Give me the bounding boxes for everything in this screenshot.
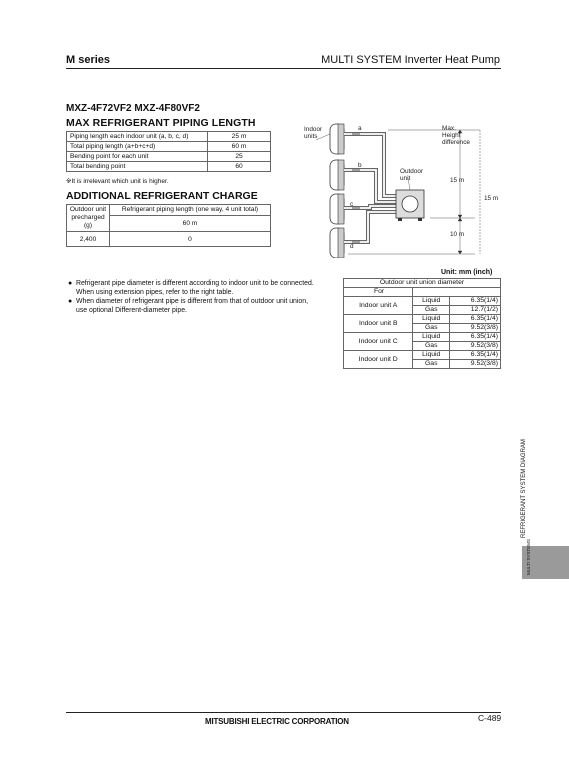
row-label: Total bending point (67, 162, 208, 172)
indoor-units-label: units (304, 133, 318, 140)
refrigerant-pipes (344, 134, 396, 242)
table-header: Outdoor unit union diameter (344, 279, 501, 288)
precharged-value: 2,400 (67, 232, 110, 247)
liquid-label: Liquid (413, 315, 450, 324)
header-rule (66, 68, 501, 69)
table-row (67, 232, 271, 247)
outdoor-unit (396, 190, 424, 221)
liquid-label: Liquid (413, 351, 450, 360)
gas-label: Gas (413, 360, 450, 369)
pipe-label-a: a (358, 125, 362, 132)
table-row (67, 142, 271, 152)
unit-label: Unit: mm (inch) (441, 269, 493, 276)
list-item: ● Refrigerant pipe diameter is different according to indoor unit to be connected. When using extension pipes, refer to the right table. (68, 279, 318, 297)
series-label: M series (66, 54, 111, 66)
gas-value: 9.52(3/8) (450, 324, 501, 333)
precharged-header: Outdoor unit precharged (g) (67, 205, 110, 232)
indoor-units-label: Indoor (304, 126, 323, 133)
pipe-label-b: b (358, 162, 362, 169)
table-row (344, 351, 501, 360)
length-value: 60 m (110, 215, 271, 231)
unit-name: Indoor unit D (344, 351, 413, 369)
footer-rule (66, 712, 501, 713)
unit-name: Indoor unit C (344, 333, 413, 351)
pipe-label-d: d (350, 243, 354, 250)
additional-charge-value: 0 (110, 232, 271, 247)
indoor-unit-d (330, 228, 344, 258)
max-height-label: Height (442, 132, 461, 139)
table-row (67, 152, 271, 162)
charge-heading: ADDITIONAL REFRIGERANT CHARGE (66, 190, 258, 202)
length-header: Refrigerant piping length (one way, 4 unit total) (110, 205, 271, 216)
model-names: MXZ-4F72VF2 MXZ-4F80VF2 (66, 103, 200, 114)
table-row (67, 132, 271, 142)
notes-list (68, 279, 318, 315)
corporation-name: MITSUBISHI ELECTRIC CORPORATION (205, 717, 349, 726)
piping-diagram (300, 118, 505, 258)
piping-note: ※It is irrelevant which unit is higher. (66, 178, 169, 185)
unit-name: Indoor unit B (344, 315, 413, 333)
liquid-value: 6.35(1/4) (450, 297, 501, 306)
list-item: ● When diameter of refrigerant pipe is different from that of outdoor unit union, use optional Different-diameter pipe. (68, 297, 318, 315)
table-header: For (344, 288, 413, 297)
indoor-unit-b (330, 160, 344, 190)
pipe-label-c: c (350, 201, 354, 208)
liquid-value: 6.35(1/4) (450, 351, 501, 360)
piping-table (66, 131, 271, 172)
piping-heading: MAX REFRIGERANT PIPING LENGTH (66, 117, 256, 129)
table-row (67, 205, 271, 216)
liquid-label: Liquid (413, 333, 450, 342)
gas-value: 12.7(1/2) (450, 306, 501, 315)
flow-arrows (352, 134, 360, 242)
row-label: Bending point for each unit (67, 152, 208, 162)
gas-label: Gas (413, 342, 450, 351)
row-value: 60 m (208, 142, 271, 152)
table-row (344, 333, 501, 342)
table-row (344, 315, 501, 324)
liquid-label: Liquid (413, 297, 450, 306)
row-value: 60 (208, 162, 271, 172)
charge-table (66, 204, 271, 247)
max-height-label: difference (442, 139, 470, 146)
tab-text: MULTI SYSTEMS (526, 539, 531, 575)
row-value: 25 (208, 152, 271, 162)
max-height-label: Max. (442, 125, 456, 132)
leader-line (316, 134, 330, 140)
diameter-table (343, 278, 501, 369)
table-row (344, 297, 501, 306)
unit-name: Indoor unit A (344, 297, 413, 315)
indoor-unit-c (330, 194, 344, 224)
height-label: 15 m (450, 177, 465, 184)
row-label: Total piping length (a+b+c+d) (67, 142, 208, 152)
gas-value: 9.52(3/8) (450, 360, 501, 369)
liquid-value: 6.35(1/4) (450, 315, 501, 324)
gas-label: Gas (413, 324, 450, 333)
product-title: MULTI SYSTEM Inverter Heat Pump (321, 54, 500, 66)
section-title: REFRIGERANT SYSTEM DIAGRAM (521, 439, 527, 538)
outdoor-unit-label: unit (400, 175, 411, 182)
table-row (344, 279, 501, 288)
indoor-unit-a (330, 124, 344, 154)
gas-label: Gas (413, 306, 450, 315)
tab-label (526, 539, 536, 576)
height-label: 15 m (484, 195, 499, 202)
row-value: 25 m (208, 132, 271, 142)
liquid-value: 6.35(1/4) (450, 333, 501, 342)
page-number: C-489 (478, 713, 502, 723)
table-row (344, 288, 501, 297)
gas-value: 9.52(3/8) (450, 342, 501, 351)
outdoor-unit-label: Outdoor (400, 168, 424, 175)
row-label: Piping length each indoor unit (a, b, c, d) (67, 132, 208, 142)
height-label: 10 m (450, 231, 465, 238)
table-row (67, 162, 271, 172)
